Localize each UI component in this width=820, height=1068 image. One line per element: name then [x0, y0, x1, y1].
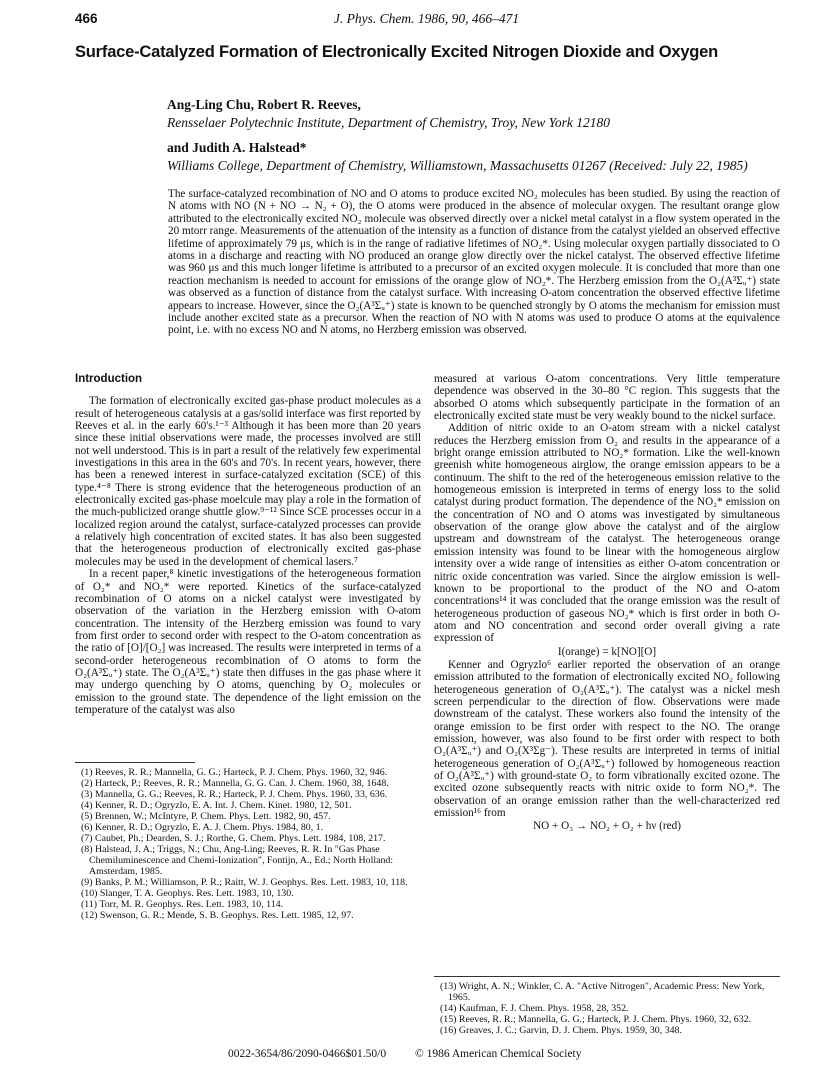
reference-item: (10) Slanger, T. A. Geophys. Res. Lett. 1983, 10, 130.	[81, 888, 294, 899]
article-code: 0022-3654/86/2090-0466$01.50/0	[228, 1048, 387, 1060]
affiliation-primary: Rensselaer Polytechnic Institute, Department of Chemistry, Troy, New York 12180	[167, 115, 610, 130]
paragraph: Addition of nitric oxide to an O-atom stream with a nickel catalyst reduces the Herzberg emission from O₂ and results in the appearance of a bright orange emission attributed to NO₂* formation. Like the well-known greenish white homogeneous airglow, the orange emission appears to be a continuum. The shift to the red of the heterogeneous emission relative to the homogeneous emission is interpreted in terms of energy loss to the solid catalyst during product formation. The dependence of the NO₂* emission on the concentration of NO and O atoms was investigated by simultaneous observation of the orange glow above the catalyst and of the airglow upstream and downstream of the catalyst. The heterogeneous orange emission intensity was found to be linear with the homogeneous airglow intensity over a wide range of intensities as either O-atom concentration or nitric oxide concentration was varied. Since the airglow emission is well-known to be proportional to the product of the NO and O-atom concentrations¹⁴ it was concluded that the orange emission was the result of heterogeneous production of gaseous NO₂* which is first order in both O-atom and NO concentration and second order overall giving a rate expression of	[434, 422, 780, 645]
reference-item: (12) Swenson, G. R.; Mende, S. B. Geophys. Res. Lett. 1985, 12, 97.	[81, 910, 354, 921]
authors-secondary: and Judith A. Halstead*	[167, 140, 307, 155]
reference-item: (4) Kenner, R. D.; Ogryzlo, E. A. Int. J. Chem. Kinet. 1980, 12, 501.	[81, 800, 352, 811]
abstract: The surface-catalyzed recombination of NO and O atoms to produce excited NO₂ molecules has been studied. By using the reaction of N atoms with NO (N + NO → N₂ + O), the O atoms were produced in the absence of molecular oxygen. The resultant orange glow attributed to the electronically excited NO₂ molecule was observed directly over a nickel metal catalyst in a flow system operated in the 20 mtorr range. Measurements of the attenuation of the intensity as a function of distance from the catalyst yielded an observed effective lifetime of approximately 79 μs, which is in the range of radiative lifetimes of NO₂*. Using molecular oxygen partially dissociated to O atoms in a discharge and reacting with NO produced an orange glow directly over the nickel catalyst. The observed effective lifetime was 960 μs and this much longer lifetime is attributed to a precursor of an excited oxygen molecule. It is concluded that more than one reaction mechanism is needed to account for emissions of the orange glow of NO₂*. The Herzberg emission from the O₂(A³Σᵤ⁺) state was observed as a function of distance from the catalyst surface. With increasing O-atom concentration the observed effective lifetime appears to increase. However, since the O₂(A³Σᵤ⁺) state is known to be quenched strongly by O atoms the mechanism for emission must include another excited state as a precursor. When the reaction of NO with N atoms was used to produce O atoms at the equivalence point, i.e. with no excess NO and N atoms, no Herzberg emission was observed.	[168, 188, 780, 337]
reference-item: (2) Harteck, P.; Reeves, R. R.; Mannella, G. G. Can. J. Chem. 1960, 38, 1648.	[81, 778, 389, 789]
reference-item: (13) Wright, A. N.; Winkler, C. A. "Active Nitrogen", Academic Press: New York, 1965.	[440, 981, 765, 1003]
section-heading: Introduction	[75, 373, 143, 385]
running-header	[75, 11, 778, 27]
right-column	[434, 373, 780, 834]
affiliation-secondary: Williams College, Department of Chemistry, Williamstown, Massachusetts 01267 (Received: July 22, 1985)	[167, 158, 748, 173]
reference-list-right	[434, 981, 780, 1036]
reference-item: (3) Mannella, G. G.; Reeves, R. R.; Harteck, P. J. Chem. Phys. 1960, 33, 636.	[81, 789, 388, 800]
reference-item: (6) Kenner, R. D.; Ogryzlo, E. A. J. Chem. Phys. 1984, 80, 1.	[81, 822, 324, 833]
equation-reaction: NO + O₃ → NO₂ + O₂ + hν (red)	[533, 820, 681, 833]
equation-rate: I(orange) = k[NO][O]	[557, 645, 657, 658]
left-column	[75, 373, 421, 716]
paragraph: measured at various O-atom concentrations. Very little temperature dependence was observed in the 30–80 °C region. This suggests that the absorbed O atoms which subsequently participate in the formation of an electronically excited state must be very weakly bound to the nickel surface.	[434, 373, 780, 423]
page-number: 466	[75, 11, 98, 26]
paragraph: The formation of electronically excited gas-phase product molecules as a result of heterogeneous catalysis at a gas/solid interface was first reported by Reeves et al. in the early 60's.¹⁻³ Although it has been more than 20 years since these initial observations were made, the processes involved are still not well understood. This is in part a result of the relatively few experimental investigations in this area in the 60's and 70's. In recent years, however, there has been a renewed interest in surface-catalyzed excitation (SCE) of this type.⁴⁻⁸ There is strong evidence that the heterogeneous production of an electronically excited gas-phase moelcule may play a role in the formation of the much-publicized orange shuttle glow.⁹⁻¹² Since SCE processes occur in a localized region around the catalyst, surface-catalyzed processes can provide a relatively high concentration of excited states. It has also been suggested that the heterogeneous production of electronically excited gas-phase molecules may be used in the development of chemical lasers.⁷	[75, 395, 421, 568]
reference-item: (8) Halstead, J. A.; Triggs, N.; Chu, Ang-Ling; Reeves, R. R. In "Gas Phase Chemiluminescence and Chemi-Ionization", Fontijn, A., Ed.; North Holland: Amsterdam, 1985.	[81, 844, 394, 877]
reference-item: (9) Banks, P. M.; Williamson, P. R.; Raitt, W. J. Geophys. Res. Lett. 1983, 10, 118.	[81, 877, 408, 888]
reference-item: (14) Kaufman, F. J. Chem. Phys. 1958, 28, 352.	[440, 1003, 629, 1014]
paragraph: In a recent paper,⁸ kinetic investigations of the heterogeneous formation of O₂* and NO₂* were reported. Kinetics of the surface-catalyzed recombination of O atoms on a nickel catalyst were investigated by observation of the variation in the Herzberg emission with O-atom concentration. The intensity of the Herzberg emission was found to vary from first order to second order with respect to the O-atom concentration as the ratio of [O]/[O₂] was increased. The results were interpreted in terms of a second-order heterogeneous recombination of O atoms to form the O₂(A³Σᵤ⁺) state. The O₂(A³Σᵤ⁺) state then diffuses in the gas phase where it may undergo quenching by O atoms, quenching by O₂ molecules or emission to the ground state. The dependence of the light emission on the temperature of the catalyst was also	[75, 568, 421, 716]
reference-item: (5) Brennen, W.; McIntyre, P. Chem. Phys. Lett. 1982, 90, 457.	[81, 811, 331, 822]
reference-item: (15) Reeves, R. R.; Mannella, G. G.; Harteck, P. J. Chem. Phys. 1960, 32, 632.	[440, 1014, 752, 1025]
journal-citation: J. Phys. Chem. 1986, 90, 466–471	[333, 11, 520, 26]
reference-item: (16) Greaves, J. C.; Garvin, D. J. Chem. Phys. 1959, 30, 348.	[440, 1025, 682, 1036]
reference-item: (7) Caubet, Ph.; Dearden, S. J.; Rorthe, G. Chem. Phys. Lett. 1984, 108, 217.	[81, 833, 386, 844]
footnote-divider	[434, 976, 780, 977]
copyright-notice: © 1986 American Chemical Society	[415, 1048, 582, 1060]
reference-item: (11) Torr, M. R. Geophys. Res. Lett. 1983, 10, 114.	[81, 899, 284, 910]
article-title: Surface-Catalyzed Formation of Electronically Excited Nitrogen Dioxide and Oxygen	[75, 43, 719, 61]
reference-item: (1) Reeves, R. R.; Mannella, G. G.; Harteck, P. J. Chem. Phys. 1960, 32, 946.	[81, 767, 388, 778]
footnote-divider	[75, 762, 195, 763]
reference-list-left	[75, 767, 421, 921]
paragraph: Kenner and Ogryzlo⁶ earlier reported the observation of an orange emission attributed to the formation of electronically excited NO₂ following heterogeneous generation of O₂(A³Σᵤ⁺). The catalyst was a nickel mesh screen perpendicular to the direction of flow. Observations were made downstream of the catalyst. These workers also found the intensity of the orange emission to be first order with respect to the NO. The orange emission, however, was also found to be first order with respect to both O₂(A³Σᵤ⁺) and O₂(X³Σg⁻). These results are interpreted in terms of initial heterogeneous generation of O₂(A³Σᵤ⁺) followed by homogeneous reaction of O₂(A³Σᵤ⁺) with ground-state O₂ to form vibrationally excited ozone. The excited ozone subsequently reacts with nitric oxide to form NO₂*. The observation of an orange emission rather than the well-characterized red emission¹⁶ from	[434, 658, 780, 820]
authors-primary: Ang-Ling Chu, Robert R. Reeves,	[167, 97, 361, 112]
